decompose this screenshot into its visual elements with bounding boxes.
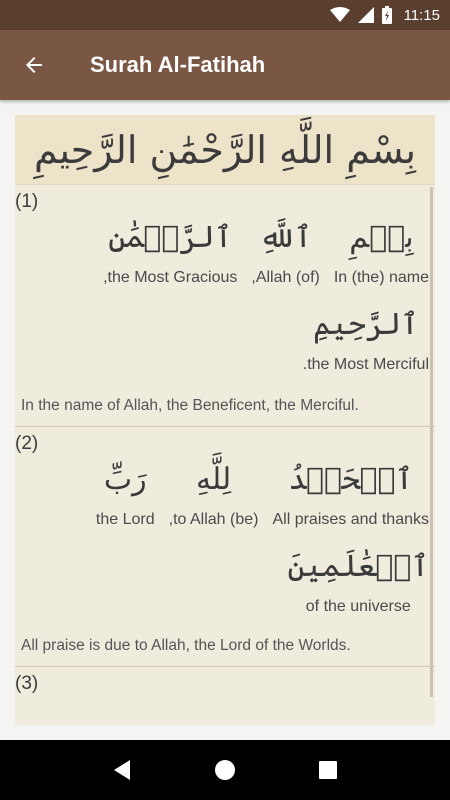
arabic-word: رَبِّ (103, 462, 147, 497)
arabic-word: ٱلرَّحۡمَٰنِ (108, 220, 233, 255)
system-nav-bar (0, 740, 450, 800)
arabic-word: ٱلۡعَٰلَمِينَ (287, 549, 429, 584)
back-triangle-icon (112, 759, 132, 781)
bismillah-header: بِسْمِ اللَّهِ الرَّحْمَٰنِ الرَّحِيمِ (15, 115, 435, 185)
verse-translation: All praise is due to Allah, the Lord of the Worlds. (21, 637, 351, 654)
verse-translation: In the name of Allah, the Beneficent, the Merciful. (21, 397, 359, 414)
arabic-word: ٱللَّهِ (259, 220, 312, 255)
arabic-word: ٱلرَّحِيمِ (313, 307, 419, 342)
wifi-icon (330, 7, 350, 23)
word-translation: of the universe (305, 598, 411, 615)
word-item[interactable] (272, 455, 429, 529)
status-bar (0, 0, 450, 30)
arabic-word: ٱلۡحَمۡدُ (288, 462, 414, 497)
word-item[interactable] (251, 213, 319, 287)
surah-content[interactable] (15, 115, 435, 725)
arrow-left-icon (22, 53, 46, 77)
cell-signal-icon (358, 7, 374, 23)
arabic-word: لِلَّهِ (195, 462, 232, 497)
app-bar (0, 30, 450, 100)
verse-number: (2) (15, 433, 39, 454)
verse-item[interactable] (15, 185, 435, 427)
battery-icon (382, 6, 392, 24)
word-translation: the Lord (95, 511, 155, 528)
verse-number: (3) (15, 673, 39, 694)
word-item[interactable] (303, 300, 429, 374)
word-item[interactable] (334, 213, 429, 287)
verse-number: (1) (15, 191, 39, 212)
arabic-word: بِسۡمِ (349, 220, 414, 255)
recents-square-icon (318, 760, 338, 780)
home-circle-icon (214, 759, 236, 781)
word-item[interactable] (169, 455, 259, 529)
nav-recents-button[interactable] (308, 750, 348, 790)
word-translation: All praises and thanks (272, 511, 429, 528)
back-button[interactable] (14, 45, 54, 85)
word-row (15, 300, 429, 374)
verse-item[interactable] (15, 667, 435, 725)
word-row (15, 455, 429, 529)
word-translation: In (the) name (333, 269, 429, 286)
page-title: Surah Al-Fatihah (90, 52, 266, 77)
word-translation: (of) Allah, (251, 269, 320, 286)
word-item[interactable] (103, 213, 237, 287)
word-translation: (be) to Allah, (168, 511, 259, 528)
word-row (15, 542, 429, 616)
status-time: 11:15 (403, 6, 440, 24)
word-translation: the Most Gracious, (103, 269, 238, 286)
word-item[interactable] (96, 455, 155, 529)
nav-back-button[interactable] (102, 750, 142, 790)
nav-home-button[interactable] (205, 750, 245, 790)
verse-item[interactable] (15, 427, 435, 667)
word-row (15, 213, 429, 287)
word-translation: the Most Merciful. (302, 356, 429, 373)
word-item[interactable] (288, 542, 429, 616)
